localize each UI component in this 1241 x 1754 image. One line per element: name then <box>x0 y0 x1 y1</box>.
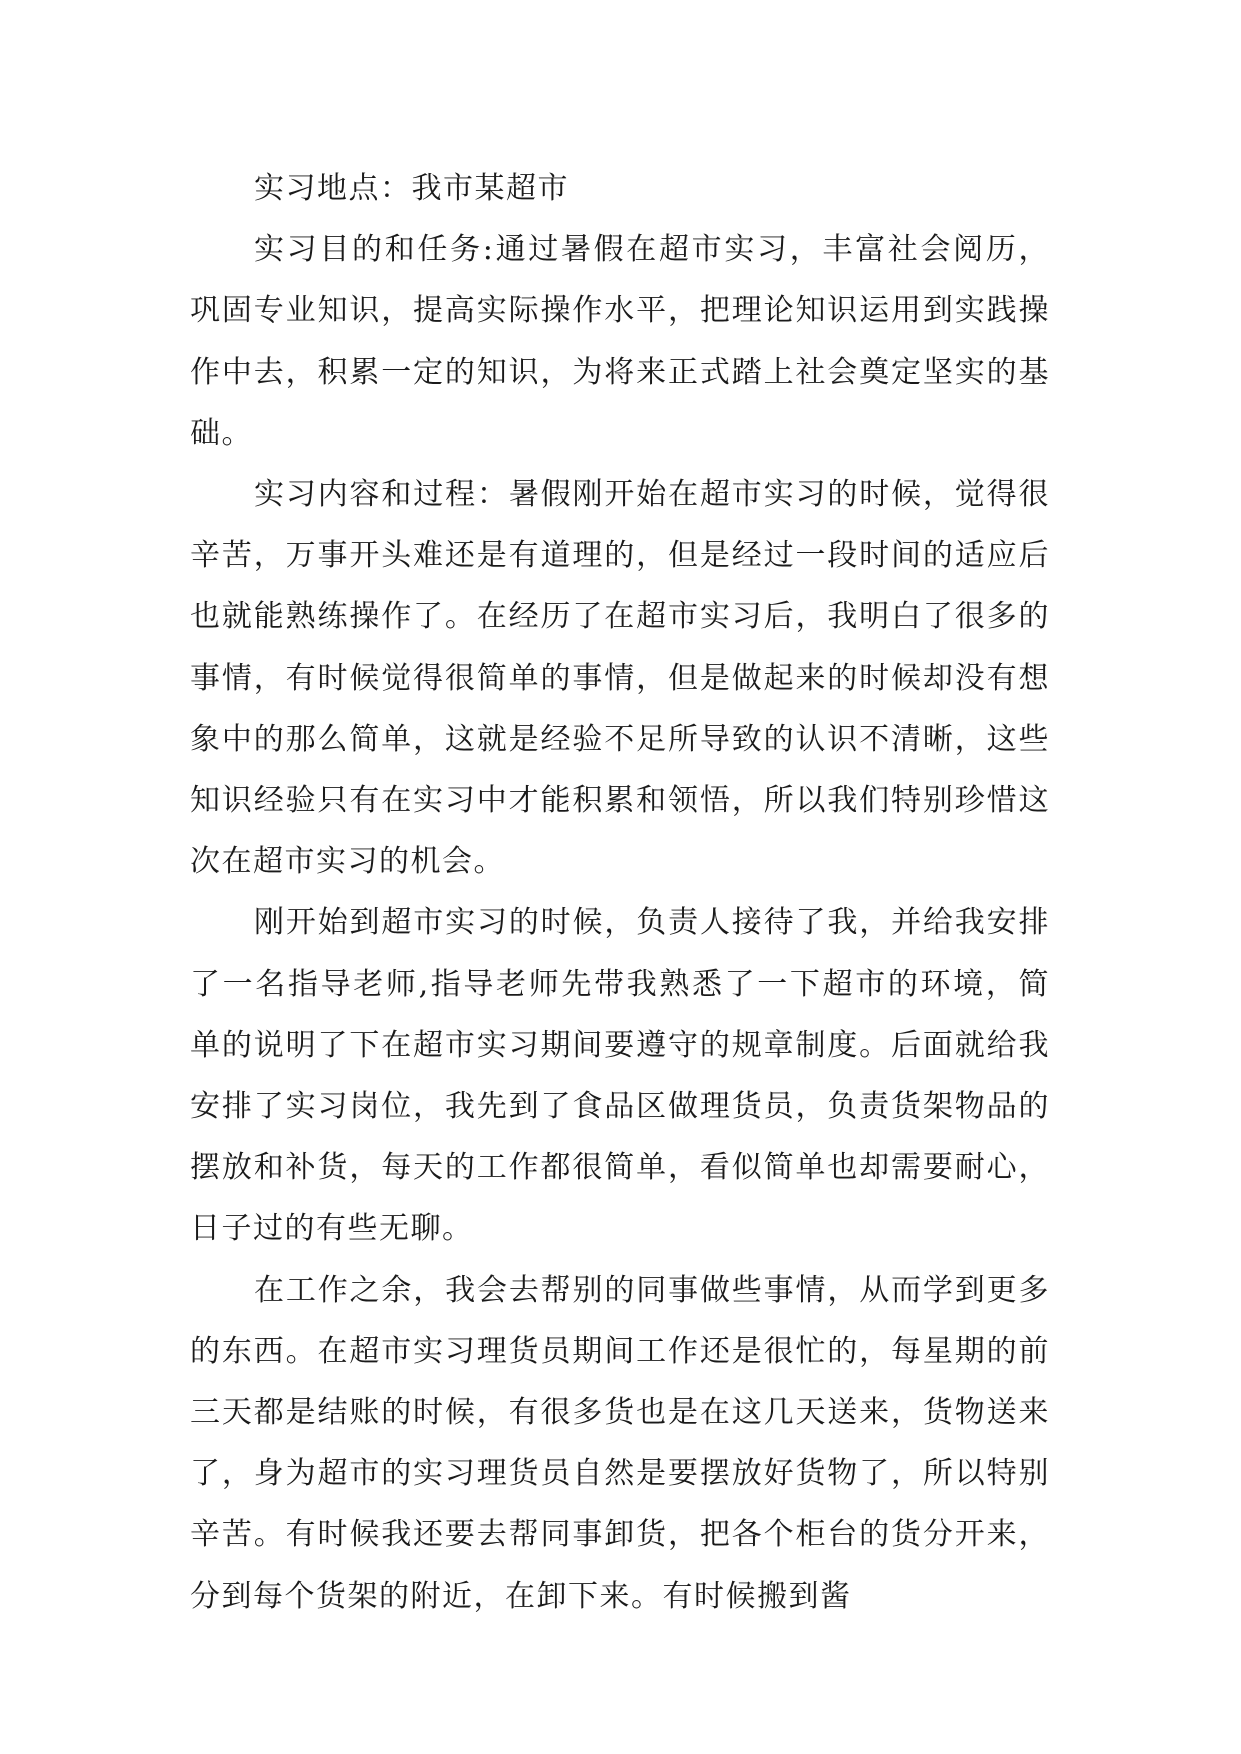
paragraph-purpose: 实习目的和任务:通过暑假在超市实习，丰富社会阅历，巩固专业知识，提高实际操作水平，把理论知识运用到实践操作中去，积累一定的知识，为将来正式踏上社会奠定坚实的基础。 <box>190 232 1050 451</box>
paragraph-content-process: 实习内容和过程：暑假刚开始在超市实习的时候，觉得很辛苦，万事开头难还是有道理的，但是经过一段时间的适应后也就能熟练操作了。在经历了在超市实习后，我明白了很多的事情，有时候觉得很简单的事情，但是做起来的时候却没有想象中的那么简单，这就是经验不足所导致的认识不清晰，这些知识经验只有在实习中才能积累和领悟，所以我们特别珍惜这次在超市实习的机会。 <box>190 477 1050 880</box>
paragraph-location: 实习地点：我市某超市 <box>254 171 569 206</box>
paragraph-arrival: 刚开始到超市实习的时候，负责人接待了我，并给我安排了一名指导老师,指导老师先带我熟悉了一下超市的环境，简单的说明了下在超市实习期间要遵守的规章制度。后面就给我安排了实习岗位，我先到了食品区做理货员，负责货架物品的摆放和补货，每天的工作都很简单，看似简单也却需要耐心，日子过的有些无聊。 <box>190 905 1050 1247</box>
document-body <box>190 158 1050 1627</box>
paragraph-extra-work: 在工作之余，我会去帮别的同事做些事情，从而学到更多的东西。在超市实习理货员期间工作还是很忙的，每星期的前三天都是结账的时候，有很多货也是在这几天送来，货物送来了，身为超市的实习理货员自然是要摆放好货物了，所以特别辛苦。有时候我还要去帮同事卸货，把各个柜台的货分开来，分到每个货架的附近，在卸下来。有时候搬到酱 <box>190 1272 1050 1614</box>
